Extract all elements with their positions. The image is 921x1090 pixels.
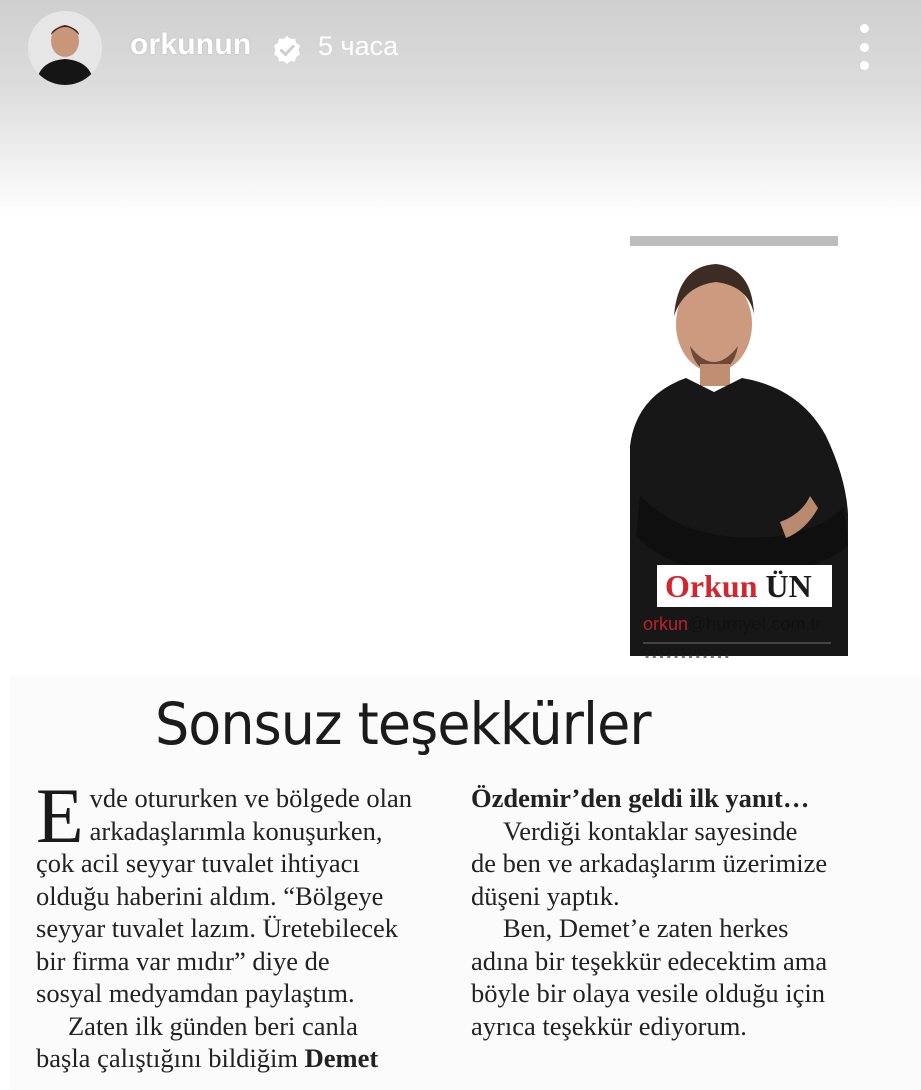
paragraph-text: başla çalıştığını bildiğim — [36, 1043, 299, 1073]
paragraph-line: ayrıca teşekkür ediyorum. — [471, 1010, 747, 1041]
verified-badge-icon — [272, 35, 302, 65]
paragraph-line: arkadaşlarımla konuşurken, — [89, 815, 383, 846]
email-user: orkun — [643, 614, 689, 634]
article-right-column — [471, 782, 891, 1042]
article-left-column — [36, 772, 446, 1075]
author-first-name: Orkun — [665, 567, 758, 604]
author-name — [657, 565, 832, 607]
drop-cap: E — [36, 772, 84, 859]
story-timestamp: 5 часа — [318, 31, 399, 61]
bold-name: Demet — [304, 1043, 379, 1073]
paragraph-line: çok acil seyyar tuvalet ihtiyacı — [36, 848, 360, 878]
story-username[interactable]: orkunun — [130, 28, 252, 61]
more-options-icon[interactable] — [852, 24, 876, 70]
cut-off-text: ▪▪▪▪▪▪▪▪▪▪▪▪ — [645, 650, 733, 658]
paragraph-line: böyle bir olaya vesile olduğu için — [471, 978, 825, 1008]
paragraph-line: de ben ve arkadaşlarım üzerimize — [471, 848, 828, 878]
paragraph-line: sosyal medyamdan paylaştım. — [36, 978, 355, 1008]
author-email — [643, 614, 831, 635]
paragraph-line: Ben, Demet’e zaten herkes — [503, 913, 789, 943]
paragraph-line: düşeni yaptık. — [471, 880, 620, 911]
avatar-image — [28, 11, 102, 85]
article-subhead: Özdemir’den geldi ilk yanıt… — [471, 783, 810, 813]
paragraph-line — [36, 1042, 446, 1075]
article-headline: Sonsuz teşekkürler — [155, 690, 651, 758]
email-underline — [643, 642, 831, 644]
avatar[interactable] — [28, 11, 102, 85]
paragraph-line: seyyar tuvalet lazım. Üretebilecek — [36, 913, 398, 943]
paragraph-line: vde otururken ve bölgede olan — [89, 783, 412, 813]
email-domain: @hurriyet.com.tr — [688, 614, 822, 634]
column-divider — [630, 236, 838, 246]
paragraph-line: bir firma var mıdır” diye de — [36, 945, 330, 976]
paragraph-line: Verdiği kontaklar sayesinde — [503, 815, 798, 846]
paragraph-line: olduğu haberini aldım. “Bölgeye — [36, 880, 384, 911]
author-last-name: ÜN — [765, 567, 812, 604]
paragraph-line: adına bir teşekkür edecektim ama — [471, 945, 828, 976]
paragraph-line: Zaten ilk günden beri canla — [68, 1010, 358, 1041]
